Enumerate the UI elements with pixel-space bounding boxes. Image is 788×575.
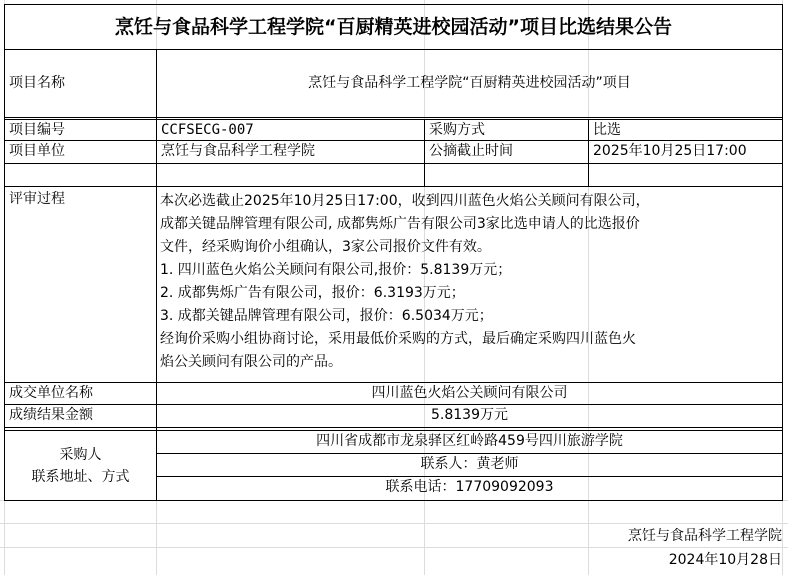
empty-cell xyxy=(156,163,425,187)
buyer-contact: 联系人：黄老师 xyxy=(156,453,783,477)
purchase-method-label: 采购方式 xyxy=(424,119,589,141)
project-unit-label: 项目单位 xyxy=(4,140,157,164)
purchase-method-value: 比选 xyxy=(588,119,783,141)
buyer-label-line: 采购人 xyxy=(59,447,102,463)
buyer-label-line: 联系地址、方式 xyxy=(31,469,130,485)
winner-label: 成交单位名称 xyxy=(4,382,157,405)
footer-date: 2024年10月28日 xyxy=(668,552,782,568)
gridline xyxy=(0,547,788,548)
project-no-value: CCFSECG-007 xyxy=(156,119,425,141)
buyer-phone: 联系电话：17709092093 xyxy=(156,476,783,501)
deadline-label: 公摘截止时间 xyxy=(424,140,589,164)
review-line: 文件，经采购询价小组确认，3家公司报价文件有效。 xyxy=(160,239,491,255)
review-text xyxy=(156,186,783,383)
review-line: 经询价采购小组协商讨论，采用最低价采购的方式，最后确定采购四川蓝色火 xyxy=(160,331,636,347)
review-line: 2. 成都隽烁广告有限公司，报价：6.3193万元； xyxy=(160,285,465,301)
review-line: 本次必选截止2025年10月25日17:00，收到四川蓝色火焰公关顾问有限公司， xyxy=(160,193,650,209)
review-line: 焰公关顾问有限公司的产品。 xyxy=(160,354,342,370)
review-line: 成都关键品牌管理有限公司, 成都隽烁广告有限公司3家比选申请人的比选报价 xyxy=(160,216,640,232)
project-name-label: 项目名称 xyxy=(4,49,157,118)
gridline xyxy=(0,523,788,524)
project-unit-value: 烹饪与食品科学工程学院 xyxy=(156,140,425,164)
project-name-value: 烹饪与食品科学工程学院“百厨精英进校园活动”项目 xyxy=(156,49,783,118)
deadline-value: 2025年10月25日17:00 xyxy=(588,140,783,164)
page-title: 烹饪与食品科学工程学院“百厨精英进校园活动”项目比选结果公告 xyxy=(4,4,783,50)
empty-cell xyxy=(4,163,157,187)
buyer-label xyxy=(4,430,157,501)
amount-label: 成绩结果金额 xyxy=(4,404,157,428)
amount-value: 5.8139万元 xyxy=(156,404,783,428)
buyer-address: 四川省成都市龙泉驿区红岭路459号四川旅游学院 xyxy=(156,430,783,454)
empty-cell xyxy=(424,163,589,187)
footer-org: 烹饪与食品科学工程学院 xyxy=(628,528,782,544)
empty-cell xyxy=(588,163,783,187)
review-label: 评审过程 xyxy=(4,186,157,383)
review-line: 1. 四川蓝色火焰公关顾问有限公司,报价：5.8139万元； xyxy=(160,262,512,278)
winner-value: 四川蓝色火焰公关顾问有限公司 xyxy=(156,382,783,405)
project-no-label: 项目编号 xyxy=(4,119,157,141)
review-line: 3. 成都关键品牌管理有限公司，报价：6.5034万元； xyxy=(160,308,493,324)
